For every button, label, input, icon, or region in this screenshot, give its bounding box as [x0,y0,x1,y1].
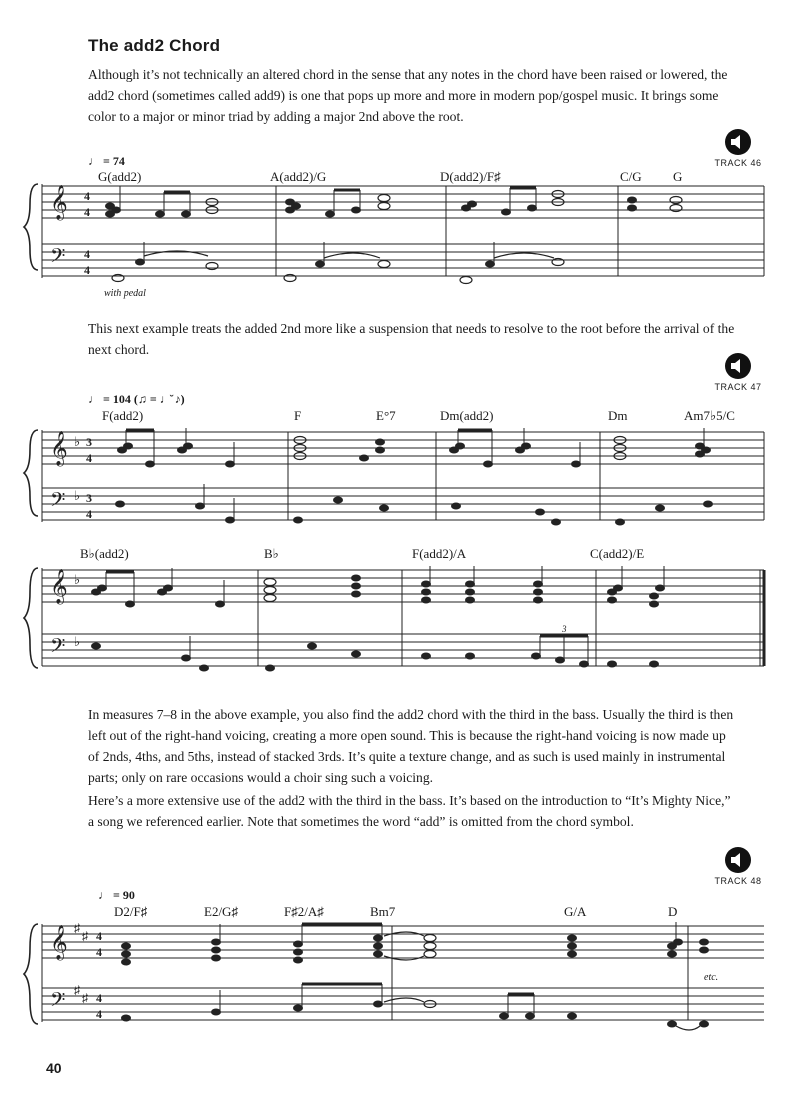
svg-text:♯: ♯ [82,991,88,1005]
section-heading: The add2 Chord [88,36,221,55]
tempo-marking: ♩ = 90 [98,888,135,902]
svg-text:3: 3 [86,491,92,505]
svg-text:4: 4 [86,451,92,465]
page-number: 40 [46,1060,62,1076]
music-staff-system-2 [0,428,800,528]
track-label: TRACK 46 [714,158,762,168]
svg-text:𝄢: 𝄢 [50,246,66,272]
audio-track-icon [724,352,752,380]
chord-symbol: E°7 [376,408,396,423]
pedal-instruction: with pedal [104,288,146,299]
audio-track-icon [724,128,752,156]
chord-symbol: E2/G♯ [204,904,238,919]
chord-symbol: D [668,904,678,919]
chord-symbol: G [673,169,683,184]
chord-symbol: B♭ [264,546,279,561]
svg-text:𝄞: 𝄞 [50,186,68,219]
track-47-badge [708,352,768,392]
svg-text:𝄞: 𝄞 [50,926,68,959]
chord-symbol: F♯2/A♯ [284,904,324,919]
chord-symbol: A(add2)/G [270,169,327,184]
chord-symbol: Bm7 [370,904,396,919]
svg-text:4: 4 [84,205,90,219]
paragraph-mighty-nice: Here’s a more extensive use of the add2 with the third in the bass. It’s based on the introduction to “It’s Mighty Nice,” a song we referenced earlier. Note that sometimes the word “add” is omitted from the chord symbol. [88,793,731,829]
track-48-badge [708,846,768,886]
paragraph-third-in-bass: In measures 7–8 in the above example, you also find the add2 chord with the third in the bass. Usually the third is then left out of the right-hand voicing, creating a more open sound. This is because the right-hand voicing is now made up of 2nds, 4ths, and 5ths, instead of stacked 3rds. It’s quite a texture change, and as such is used mainly in instrumental parts; only on rare occasions would a choir sing such a voicing. [88,707,734,785]
svg-text:4: 4 [84,189,90,203]
svg-text:4: 4 [84,263,90,277]
tempo-marking: ♩ = 104 (♫ = ♩̆ ♪) [88,392,185,406]
svg-text:♭: ♭ [74,488,81,503]
chord-symbol: D2/F♯ [114,904,148,919]
chord-symbol: B♭(add2) [80,546,129,561]
chord-symbol: D(add2)/F♯ [440,169,501,184]
track-46-badge [708,128,768,168]
chord-symbol: C(add2)/E [590,546,645,561]
chord-symbol: C/G [620,169,642,184]
svg-text:4: 4 [96,945,102,959]
svg-text:4: 4 [86,507,92,521]
paragraph-suspension: This next example treats the added 2nd more like a suspension that needs to resolve to the root before the arrival of the next chord. [88,321,735,357]
chord-symbol: G(add2) [98,169,142,184]
svg-text:𝄢: 𝄢 [50,990,66,1016]
music-staff-system-3 [0,566,800,676]
svg-text:♭: ♭ [74,572,81,587]
chord-symbol: Dm [608,408,628,423]
svg-text:𝄞: 𝄞 [50,432,68,465]
music-staff-system-1 [0,182,800,292]
svg-text:♯: ♯ [74,922,80,935]
etc-marking: etc. [704,972,719,983]
chord-symbol: F(add2)/A [412,546,467,561]
chord-symbol: F [294,408,302,423]
chord-symbol: F(add2) [102,408,144,423]
svg-text:3: 3 [86,435,92,449]
music-staff-system-4 [0,922,800,1034]
tempo-marking: ♩ = 74 [88,154,125,168]
svg-text:♭: ♭ [74,634,81,649]
chord-symbol: Am7♭5/C [684,408,735,423]
svg-text:𝄞: 𝄞 [50,570,68,603]
svg-text:4: 4 [96,991,102,1005]
svg-text:𝄢: 𝄢 [50,636,66,662]
svg-text:4: 4 [96,929,102,943]
svg-text:♯: ♯ [74,983,80,997]
track-label: TRACK 47 [714,382,762,392]
chord-symbol: Dm(add2) [440,408,494,423]
intro-paragraph: Although it’s not technically an altered chord in the sense that any notes in the chord have been raised or lowered, the add2 chord (sometimes called add9) is one that pops up more and more in modern pop/gospel music. It brings some color to a major or minor triad by adding a major 2nd above the root. [88,67,728,124]
svg-text:4: 4 [84,247,90,261]
audio-track-icon [724,846,752,874]
svg-text:𝄢: 𝄢 [50,490,66,516]
track-label: TRACK 48 [714,876,762,886]
svg-text:3: 3 [562,624,567,634]
chord-symbol: G/A [564,904,587,919]
svg-text:♭: ♭ [74,434,81,449]
svg-text:♯: ♯ [82,929,88,943]
svg-text:4: 4 [96,1007,102,1021]
